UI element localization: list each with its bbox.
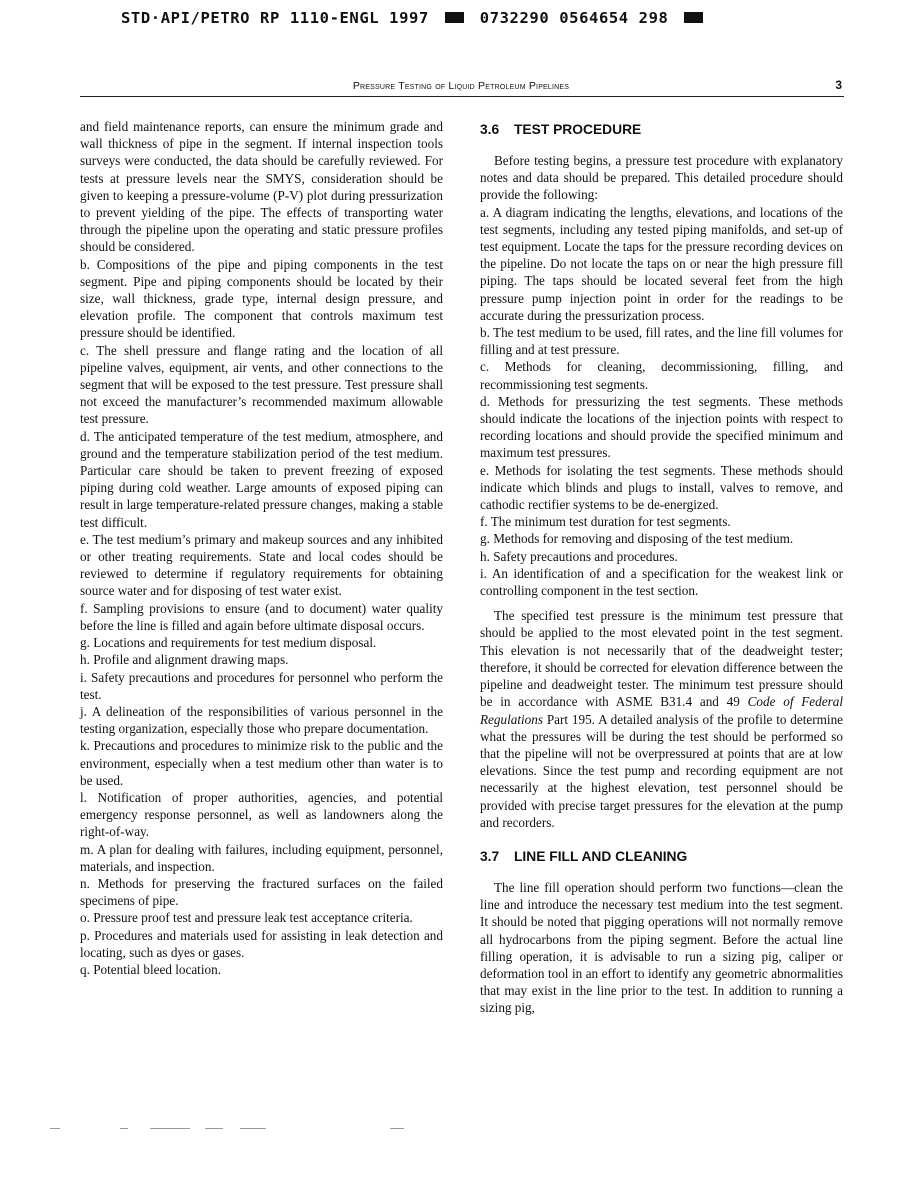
stamp-block-mark bbox=[445, 12, 464, 23]
header-rule bbox=[80, 96, 844, 97]
list-item: i. Safety precautions and procedures for personnel who perform the test. bbox=[80, 669, 443, 702]
stamp-block-mark bbox=[684, 12, 703, 23]
list-item: i. An identification of and a specification for the weakest link or controlling component in the test section. bbox=[480, 565, 843, 599]
paragraph-text: The specified test pressure is the minimum test pressure that should be applied to the most elevated point in the test segment. This elevation is not necessarily that of the deadweight tester; therefore, it should be corrected for elevation difference between the pipeline and deadweight tester. The minimum test pressure should be in accordance with ASME B31.4 and 49 bbox=[480, 608, 843, 710]
right-column bbox=[480, 118, 843, 1017]
section-title: TEST PROCEDURE bbox=[514, 122, 642, 137]
page-number: 3 bbox=[835, 78, 842, 92]
list-item: h. Safety precautions and procedures. bbox=[480, 548, 678, 564]
list-item: b. Compositions of the pipe and piping components in the test segment. Pipe and piping components should be located by their size, wall thickness, grade type, internal design pressure, and elevation profile. The component that controls maximum test pressure should be identified. bbox=[80, 256, 443, 341]
stamp-number: 0732290 0564654 298 bbox=[479, 9, 669, 27]
running-header bbox=[80, 78, 842, 98]
running-title: Pressure Testing of Liquid Petroleum Pipelines bbox=[352, 80, 570, 92]
section-heading-3-7 bbox=[480, 847, 843, 867]
section-number: 3.7 bbox=[480, 848, 500, 864]
continuation-paragraph: and field maintenance reports, can ensure the minimum grade and wall thickness of pipe in the segment. If internal inspection tools surveys were conducted, the data should be carefully reviewed. For tests at pressure levels near the SMYS, consideration should be given to keeping a pressure-volume (P-V) plot during pressurization to prevent yielding of the pipe. The effects of transporting water through the pipeline upon the operating and static pressure profiles should be considered. bbox=[80, 119, 443, 255]
list-item: q. Potential bleed location. bbox=[80, 961, 221, 977]
list-item: d. The anticipated temperature of the test medium, atmosphere, and ground and the temperature stabilization period of the test medium. Particular care should be taken to prevent freezing of exposed piping during cold weather. Large amounts of exposed piping can result in large temperature-related pressure changes, making a stable test difficult. bbox=[80, 428, 443, 530]
paragraph-text: Part 195. A detailed analysis of the profile to determine what the pressures will be during the test should be performed so that the pipeline will not be overpressured at points that are at low elevations. Since the test pump and recording equipment are not necessarily at the highest elevation, test personnel should be provided with precise target pressures for the elevation at the pump and recorders. bbox=[480, 711, 844, 830]
list-item: m. A plan for dealing with failures, including equipment, personnel, materials, and inspection. bbox=[80, 841, 443, 874]
scan-specks bbox=[50, 1128, 470, 1132]
italic-citation: Code of Federal Regulations bbox=[480, 694, 844, 727]
section-intro-paragraph: Before testing begins, a pressure test procedure with explanatory notes and data should be prepared. This detailed procedure should provide the following: bbox=[480, 153, 843, 203]
list-item: j. A delineation of the responsibilities of various personnel in the testing organization, especially those who prepare documentation. bbox=[80, 703, 443, 737]
list-item: o. Pressure proof test and pressure leak test acceptance criteria. bbox=[80, 910, 413, 926]
list-item: p. Procedures and materials used for assisting in leak detection and locating, such as dyes or gases. bbox=[80, 927, 443, 960]
list-item: c. Methods for cleaning, decommissioning, filling, and recommissioning test segments. bbox=[480, 359, 843, 392]
stamp-code: STD·API/PETRO RP 1110-ENGL 1997 bbox=[121, 9, 429, 27]
list-item: d. Methods for pressurizing the test segments. These methods should indicate the locations of the injection points with respect to recording locations and should provide the specified minimum and maximum test pressures. bbox=[480, 393, 843, 461]
section-title: LINE FILL AND CLEANING bbox=[514, 848, 688, 864]
list-item: k. Precautions and procedures to minimize risk to the public and the environment, especially when a test medium other than water is to be used. bbox=[80, 738, 443, 788]
test-pressure-paragraph bbox=[480, 607, 843, 831]
list-item: l. Notification of proper authorities, agencies, and potential emergency response personnel, as well as landowners along the right-of-way. bbox=[80, 789, 443, 840]
list-item: g. Methods for removing and disposing of the test medium. bbox=[480, 531, 794, 547]
left-column bbox=[80, 118, 443, 978]
line-fill-paragraph: The line fill operation should perform two functions—clean the line and introduce the necessary test medium into the test segment. It should be noted that pigging operations will not normally remove all hydrocarbons from the piping segment. Before the actual line filling operation, it is advisable to run a sizing pig, caliper or deformation tool in an effort to identify any geometric abnormalities that may exist in the line prior to the test. In addition to running a sizing pig, bbox=[480, 879, 843, 1016]
section-heading-3-6 bbox=[480, 120, 843, 140]
list-item: b. The test medium to be used, fill rates, and the line fill volumes for filling and at test pressure. bbox=[480, 325, 843, 358]
list-item: f. The minimum test duration for test segments. bbox=[480, 514, 731, 530]
list-item: n. Methods for preserving the fractured surfaces on the failed specimens of pipe. bbox=[80, 875, 443, 909]
section-number: 3.6 bbox=[480, 122, 500, 137]
list-item: e. Methods for isolating the test segments. These methods should indicate which blinds and plugs to install, valves to remove, and cathodic rectifier systems to be de-energized. bbox=[480, 462, 843, 513]
list-item: e. The test medium’s primary and makeup sources and any inhibited or other treating requirements. State and local codes should be reviewed to determine if regulatory requirements for obtaining source water and for disposing of test water exist. bbox=[80, 531, 443, 599]
list-item: a. A diagram indicating the lengths, elevations, and locations of the test segments, including any tested piping manifolds, and set-up of test equipment. Locate the taps for the pressure recording devices on the pipeline. Do not locate the taps on or near the high pressure fill piping. The taps should be located several feet from the high pressure pump injection point in order for the readings to be accurate during the pressurization process. bbox=[480, 204, 843, 323]
list-item: c. The shell pressure and flange rating and the location of all pipeline valves, equipment, air vents, and other connections to the segment that will be exposed to the test pressure. Test pressure shall not exceed the manufacturer’s recommended maximum allowable test pressure. bbox=[80, 342, 443, 427]
document-id-stamp bbox=[121, 6, 801, 30]
list-item: g. Locations and requirements for test medium disposal. bbox=[80, 635, 377, 651]
list-item: h. Profile and alignment drawing maps. bbox=[80, 652, 289, 668]
list-item: f. Sampling provisions to ensure (and to document) water quality before the line is filled and again before ultimate disposal occurs. bbox=[80, 600, 443, 633]
